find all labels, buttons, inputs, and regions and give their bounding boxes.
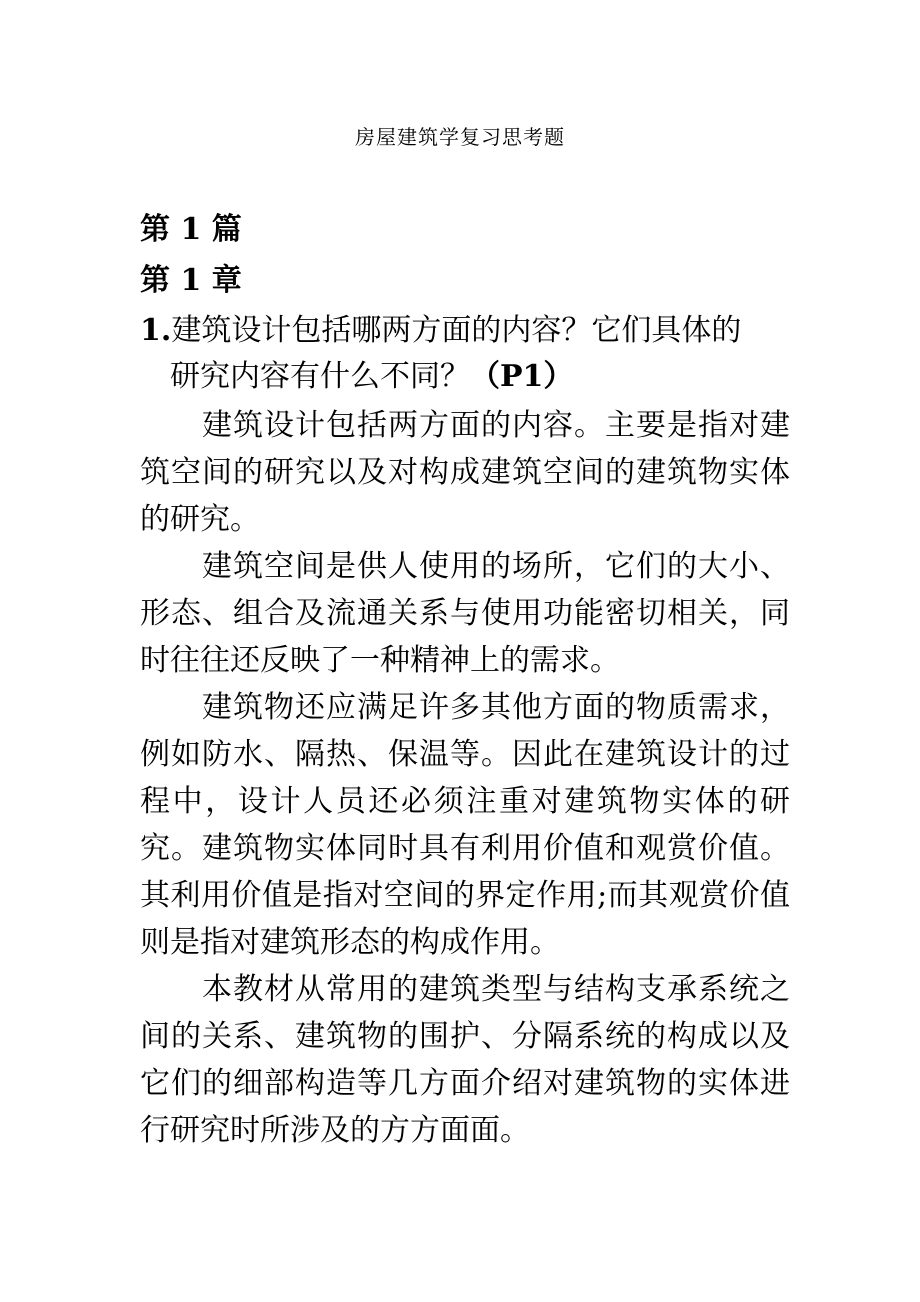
question-number: 1. bbox=[140, 313, 172, 348]
question-line-1 bbox=[140, 308, 800, 354]
question-text-1: 建筑设计包括哪两方面的内容？它们具体的 bbox=[171, 313, 742, 348]
answer-paragraph-3: 建筑物还应满足许多其他方面的物质需求，例如防水、隔热、保温等。因此在建筑设计的过程中，设计人员还必须注重对建筑物实体的研究。建筑物实体同时具有利用价值和观赏价值。其利用价值是指对空间的界定作用;而其观赏价值则是指对建筑形态的构成作用。 bbox=[140, 690, 790, 960]
answer-body bbox=[140, 402, 790, 1154]
answer-paragraph-2: 建筑空间是供人使用的场所，它们的大小、形态、组合及流通关系与使用功能密切相关，同时往往还反映了一种精神上的需求。 bbox=[140, 549, 790, 678]
chapter-heading: 第 1 章 bbox=[140, 263, 242, 298]
question-1 bbox=[140, 308, 800, 400]
answer-paragraph-4: 本教材从常用的建筑类型与结构支承系统之间的关系、建筑物的围护、分隔系统的构成以及它们的细部构造等几方面介绍对建筑物的实体进行研究时所涉及的方方面面。 bbox=[140, 972, 790, 1148]
question-text-2: 研究内容有什么不同？ bbox=[170, 359, 470, 394]
answer-paragraph-1: 建筑设计包括两方面的内容。主要是指对建筑空间的研究以及对构成建筑空间的建筑物实体的研究。 bbox=[140, 408, 790, 537]
question-page-ref: （P1） bbox=[470, 359, 574, 394]
document-title: 房屋建筑学复习思考题 bbox=[355, 125, 565, 149]
part-heading: 第 1 篇 bbox=[140, 212, 242, 247]
question-line-2 bbox=[140, 354, 800, 400]
